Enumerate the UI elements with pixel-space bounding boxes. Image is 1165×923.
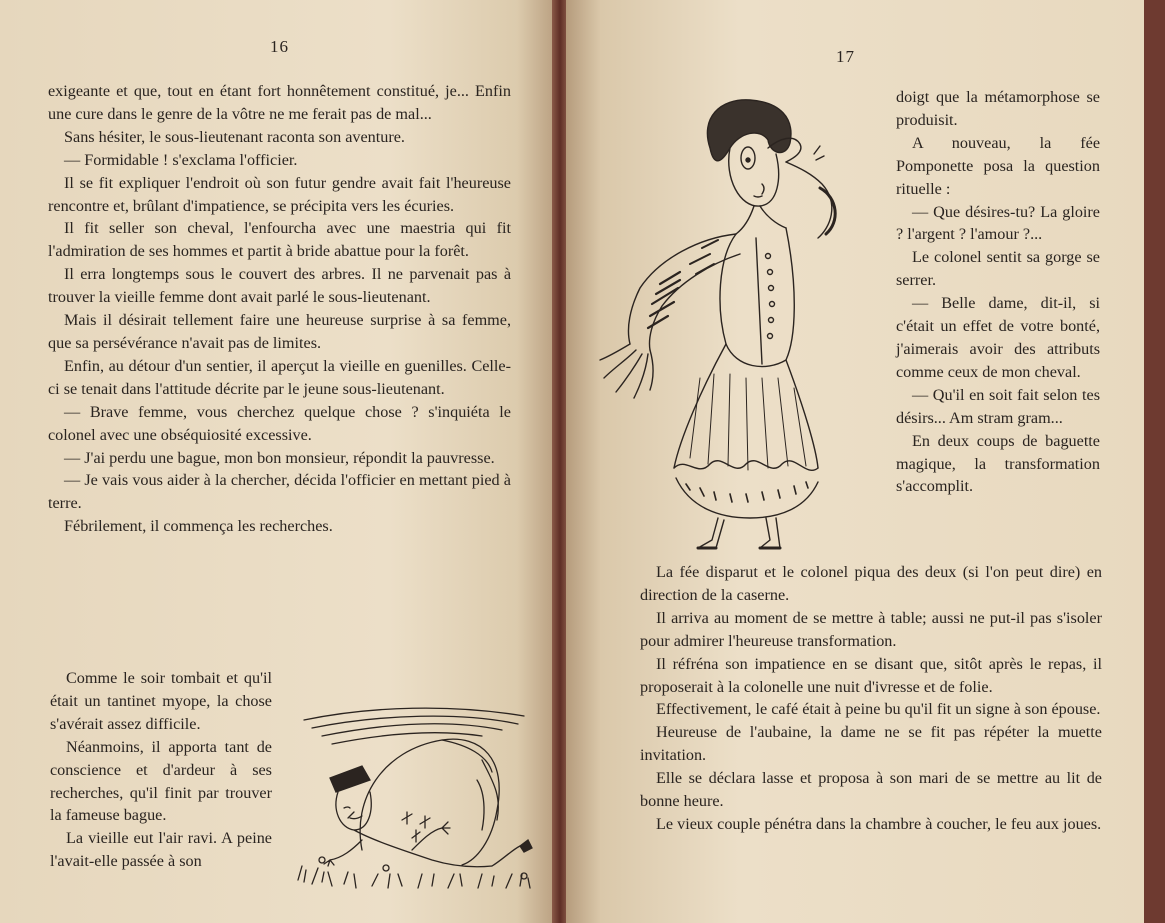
paragraph: Enfin, au détour d'un sentier, il aperçut la vieille en guenilles. Celle-ci se tenait dans l'attitude décrite par le jeune sous-lieutenant. [48, 356, 511, 398]
paragraph: La vieille eut l'air ravi. A peine l'avait-elle passée à son [50, 829, 272, 871]
page-number-right: 17 [836, 47, 855, 66]
paragraph: Néanmoins, il apporta tant de conscience et d'ardeur à ses recherches, qu'il finit par trouver la fameuse bague. [50, 737, 272, 825]
paragraph: Le vieux couple pénétra dans la chambre à coucher, le feu aux joues. [656, 814, 1102, 833]
paragraph: — J'ai perdu une bague, mon bon monsieur, répondit la pauvresse. [64, 448, 495, 467]
page-number-left: 16 [270, 37, 289, 56]
paragraph: exigeante et que, tout en étant fort honnêtement constitué, je... Enfin une cure dans le genre de la vôtre ne me ferait pas de mal... [48, 82, 511, 123]
paragraph: — Que désires-tu? La gloire ? l'argent ? l'amour ?... [896, 202, 1100, 244]
officer-searching-grass-illustration [292, 700, 537, 895]
paragraph: Effectivement, le café était à peine bu qu'il fit un signe à son épouse. [656, 700, 1101, 719]
paragraph: Heureuse de l'aubaine, la dame ne se fit pas répéter la muette invitation. [640, 723, 1102, 765]
paragraph: — Belle dame, dit-il, si c'était un effet de votre bonté, j'aimerais avoir des attributs comme ceux de mon cheval. [896, 294, 1100, 381]
right-full-text-block [640, 561, 1102, 836]
right-page [566, 0, 1144, 923]
paragraph: Mais il désirait tellement faire une heureuse surprise à sa femme, que sa persévérance n'avait pas de limites. [48, 311, 511, 352]
paragraph: — Je vais vous aider à la chercher, décida l'officier en mettant pied à terre. [48, 471, 511, 513]
paragraph: A nouveau, la fée Pomponette posa la question rituelle : [896, 133, 1100, 198]
paragraph: La fée disparut et le colonel piqua des deux (si l'on peut dire) en direction de la caserne. [640, 563, 1102, 604]
right-narrow-text-block [896, 86, 1100, 498]
paragraph: Il fit seller son cheval, l'enfourcha avec une maestria qui fit l'admiration de ses hommes et partit à bride abattue pour la forêt. [48, 219, 511, 261]
paragraph: doigt que la métamorphose se produisit. [896, 88, 1100, 129]
paragraph: Il réfréna son impatience en se disant que, sitôt après le repas, il proposerait à la colonelle une nuit d'ivresse et de folie. [640, 654, 1102, 696]
paragraph: Fébrilement, il commença les recherches. [64, 517, 333, 536]
paragraph: — Brave femme, vous cherchez quelque chose ? s'inquiéta le colonel avec une obséquiosité excessive. [48, 402, 511, 444]
paragraph: Il arriva au moment de se mettre à table; aussi ne put-il pas s'isoler pour admirer l'heureuse transformation. [640, 608, 1102, 650]
left-text-block [48, 80, 511, 538]
fairy-woman-illustration [590, 88, 890, 558]
left-narrow-text-block [50, 667, 272, 873]
paragraph: En deux coups de baguette magique, la transformation s'accomplit. [896, 431, 1100, 496]
left-page [0, 0, 556, 923]
paragraph: Elle se déclara lasse et proposa à son mari de se mettre au lit de bonne heure. [640, 769, 1102, 811]
paragraph: Il se fit expliquer l'endroit où son futur gendre avait fait l'heureuse rencontre et, brûlant d'impatience, se précipita vers les écuries. [48, 173, 511, 215]
paragraph: Le colonel sentit sa gorge se serrer. [896, 248, 1100, 290]
paragraph: — Formidable ! s'exclama l'officier. [64, 150, 298, 169]
paragraph: Sans hésiter, le sous-lieutenant raconta son aventure. [64, 127, 405, 146]
paragraph: Il erra longtemps sous le couvert des arbres. Il ne parvenait pas à trouver la vieille femme dont avait parlé le sous-lieutenant. [48, 265, 511, 307]
paragraph: Comme le soir tombait et qu'il était un tantinet myope, la chose s'avérait assez difficile. [50, 669, 272, 733]
paragraph: — Qu'il en soit fait selon tes désirs... Am stram gram... [896, 385, 1100, 427]
